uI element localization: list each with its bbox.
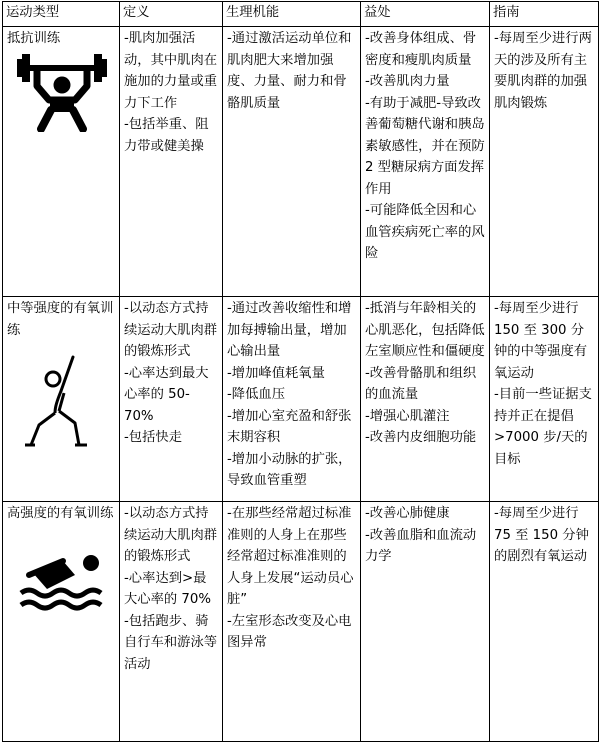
cell-item: -有助于减肥-导致改善葡萄糖代谢和胰岛素敏感性，并在预防 2 型糖尿病方面发挥作用 (365, 95, 485, 197)
header-benefits: 益处 (361, 2, 490, 27)
cell-item: -可能降低全因和心血管疾病死亡率的风险 (365, 203, 485, 261)
cell-item: -心率达到>最大心率的 70% (124, 570, 211, 607)
table-row (3, 502, 599, 742)
table-row (3, 27, 599, 297)
cell-item: -改善血脂和血流动力学 (365, 527, 477, 564)
cell-item: -包括快走 (124, 430, 182, 445)
cell-item: -包括举重、阻力带或健美操 (124, 117, 209, 154)
weightlifting-icon (7, 50, 115, 132)
exercise-table (2, 1, 599, 742)
cell-item: -通过改善收缩性和增加每搏输出量，增加心输出量 (227, 301, 352, 359)
header-exercise-type: 运动类型 (3, 2, 120, 27)
definition-cell (120, 502, 223, 742)
cell-item: -目前一些证据支持并正在提倡>7000 步/天的目标 (494, 387, 592, 467)
cell-item: -降低血压 (227, 387, 285, 402)
cell-item: -改善心肺健康 (365, 506, 450, 521)
cell-item: -增加峰值耗氧量 (227, 365, 325, 381)
physiology-cell (223, 297, 361, 502)
definition-cell (120, 27, 223, 297)
cell-item: -增加心室充盈和舒张末期容积 (227, 408, 352, 445)
cell-item: -每周至少进行两天的涉及所有主要肌肉群的加强肌肉锻炼 (494, 31, 592, 111)
benefits-cell (361, 27, 490, 297)
cell-item: -包括跑步、骑自行车和游泳等活动 (124, 613, 218, 672)
cell-item: -抵消与年龄相关的心肌恶化，包括降低左室顺应性和僵硬度 (365, 301, 485, 359)
cell-item: -增强心肌灌注 (365, 408, 450, 424)
header-definition: 定义 (120, 2, 223, 27)
swimmer-icon (7, 543, 115, 623)
cell-item: -改善内皮细胞功能 (365, 430, 477, 445)
guideline-cell (490, 27, 599, 297)
cell-item: -改善骨骼肌和组织的血流量 (365, 365, 477, 402)
type-label: 中等强度的有氧训练 (7, 301, 114, 338)
physiology-cell (223, 27, 361, 297)
benefits-cell (361, 502, 490, 742)
cell-item: -通过激活运动单位和肌肉肥大来增加强度、力量、耐力和骨骼肌质量 (227, 31, 352, 111)
guideline-cell (490, 297, 599, 502)
table-row (3, 297, 599, 502)
cell-item: -以动态方式持续运动大肌肉群的锻炼形式 (124, 506, 218, 564)
cell-item: -改善身体组成、骨密度和瘦肌肉质量 (365, 31, 477, 68)
header-physiology: 生理机能 (223, 2, 361, 27)
cell-item: -左室形态改变及心电图异常 (227, 613, 352, 650)
physiology-cell (223, 502, 361, 742)
type-cell (3, 27, 120, 297)
guideline-cell (490, 502, 599, 742)
cell-item: -肌肉加强活动，其中肌肉在施加的力量或重力下工作 (124, 31, 218, 111)
cell-item: -每周至少进行 150 至 300 分钟的中等强度有氧运动 (494, 301, 588, 381)
type-cell (3, 502, 120, 742)
header-row (3, 2, 599, 27)
header-guideline: 指南 (490, 2, 599, 27)
cell-item: -心率达到最大心率的 50- 70% (124, 365, 209, 424)
cell-item: -每周至少进行 75 至 150 分钟的剧烈有氧运动 (494, 506, 589, 564)
type-label: 抵抗训练 (7, 31, 61, 46)
cell-item: -增加小动脉的扩张，导致血管重塑 (227, 451, 352, 488)
cell-item: -以动态方式持续运动大肌肉群的锻炼形式 (124, 301, 218, 359)
benefits-cell (361, 297, 490, 502)
type-cell (3, 297, 120, 502)
cell-item: -在那些经常超过标准准则的人身上在那些经常超过标准准则的人身上发展“运动员心脏” (227, 506, 354, 607)
cell-item: -改善肌肉力量 (365, 74, 450, 89)
type-label: 高强度的有氧训练 (7, 506, 114, 521)
definition-cell (120, 297, 223, 502)
stretching-person-icon (7, 349, 115, 449)
